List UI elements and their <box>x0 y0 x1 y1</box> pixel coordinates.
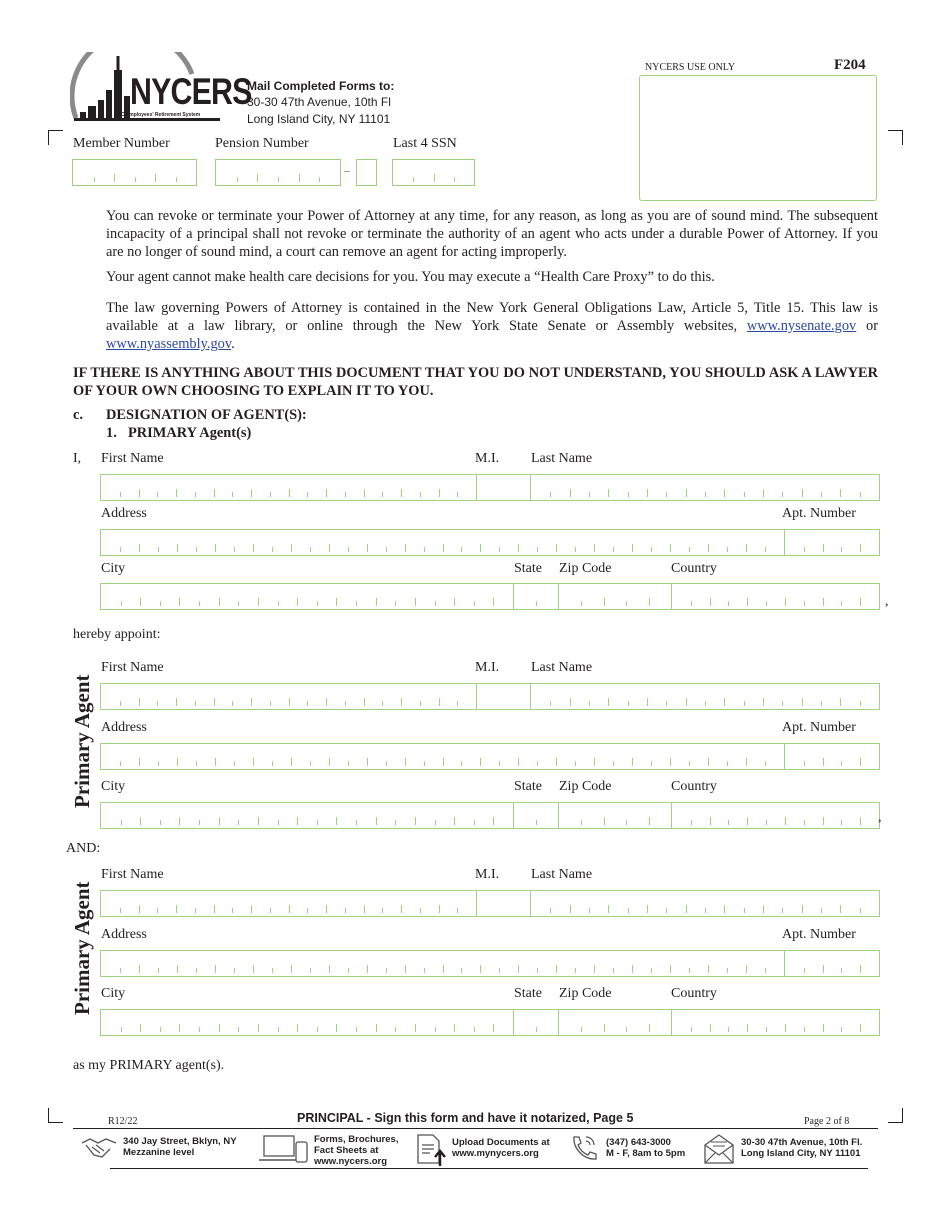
principal-address-input[interactable] <box>100 529 785 556</box>
comb-ticks <box>559 596 671 606</box>
footer-rule-top <box>73 1128 878 1129</box>
agent1-mi-label: M.I. <box>475 660 500 675</box>
comb-ticks <box>514 1022 558 1032</box>
section-letter: c. <box>73 407 83 423</box>
principal-state-input[interactable] <box>513 583 559 610</box>
agent2-state-input[interactable] <box>513 1009 559 1036</box>
comb-ticks <box>101 815 513 825</box>
principal-country-input[interactable] <box>671 583 880 610</box>
logo-wordmark: NYCERS <box>130 71 252 112</box>
footer-upload-line1: Upload Documents at <box>452 1137 550 1148</box>
mail-to-line2: Long Island City, NY 11101 <box>247 112 391 126</box>
footer-phone-line1: (347) 643-3000 <box>606 1137 671 1148</box>
comb-ticks <box>73 172 196 182</box>
comb-ticks <box>672 1022 879 1032</box>
comb-ticks <box>477 487 530 497</box>
principal-first-name-input[interactable] <box>100 474 477 501</box>
principal-mi-label: M.I. <box>475 451 500 466</box>
principal-address-label: Address <box>101 506 147 521</box>
comb-ticks <box>477 696 530 706</box>
comb-ticks <box>514 596 558 606</box>
principal-first-name-label: First Name <box>101 451 164 466</box>
comb-ticks <box>531 903 879 913</box>
logo-subtext: NYC Employees' Retirement System <box>114 112 201 118</box>
comb-ticks <box>101 542 784 552</box>
agent1-city-label: City <box>101 779 126 794</box>
nycers-logo <box>70 52 252 126</box>
agent1-country-label: Country <box>671 779 717 794</box>
last4-ssn-label: Last 4 SSN <box>393 136 457 151</box>
pension-dash: – <box>344 163 350 177</box>
principal-zip-label: Zip Code <box>559 561 612 576</box>
agent1-country-input[interactable] <box>671 802 880 829</box>
comb-ticks <box>101 487 476 497</box>
subsection-number: 1. <box>106 425 117 441</box>
nyassembly-link[interactable]: www.nyassembly.gov <box>106 336 232 352</box>
agent2-country-label: Country <box>671 986 717 1001</box>
principal-city-input[interactable] <box>100 583 514 610</box>
crop-mark-top-right <box>888 130 903 145</box>
agent1-state-input[interactable] <box>513 802 559 829</box>
comb-ticks <box>531 696 879 706</box>
agent2-mi-input[interactable] <box>476 890 531 917</box>
agent2-mi-label: M.I. <box>475 867 500 882</box>
principal-zip-input[interactable] <box>558 583 672 610</box>
agent1-first-name-input[interactable] <box>100 683 477 710</box>
and-text: AND: <box>66 841 101 856</box>
principal-last-name-input[interactable] <box>530 474 880 501</box>
revision-code: R12/22 <box>108 1116 138 1127</box>
agent1-apt-label: Apt. Number <box>782 720 856 735</box>
nysenate-link[interactable]: www.nysenate.gov <box>746 318 857 334</box>
principal-i-label: I, <box>73 451 82 466</box>
footer-forms-line3[interactable]: www.nycers.org <box>314 1156 388 1167</box>
agent1-address-input[interactable] <box>100 743 785 770</box>
handshake-icon <box>80 1133 118 1163</box>
comb-ticks <box>101 903 476 913</box>
comb-ticks <box>785 542 879 552</box>
principal-country-label: Country <box>671 561 717 576</box>
footer-phone-line2: M - F, 8am to 5pm <box>606 1148 686 1159</box>
agent2-zip-label: Zip Code <box>559 986 612 1001</box>
last4-ssn-input[interactable] <box>392 159 475 186</box>
hereby-appoint-text: hereby appoint: <box>73 627 161 642</box>
comb-ticks <box>559 1022 671 1032</box>
principal-city-label: City <box>101 561 126 576</box>
law-end: . <box>231 336 235 352</box>
agent1-apt-input[interactable] <box>784 743 880 770</box>
footer-forms-line2: Fact Sheets at <box>314 1145 379 1156</box>
principal-mi-input[interactable] <box>476 474 531 501</box>
agent2-country-input[interactable] <box>671 1009 880 1036</box>
law-text: The law governing Powers of Attorney is contained in the New York General Obligations Law, Article 5, Title 15. This law is available at a law library, or online through the New York State Senate or Assembly websites, <box>106 300 878 334</box>
comb-ticks <box>101 963 784 973</box>
agent2-state-label: State <box>514 986 542 1001</box>
mail-to-title: Mail Completed Forms to: <box>247 79 395 93</box>
revoke-paragraph: You can revoke or terminate your Power of Attorney at any time, for any reason, as long as you are of sound mind. The subsequent incapacity of a principal shall not revoke or terminate the authority of an agent who acts under a durable Power of Attorney. If you are no longer of sound mind, a court can remove an agent for acting improperly. <box>106 208 878 260</box>
footer-forms-line1: Forms, Brochures, <box>314 1134 399 1145</box>
comb-ticks <box>672 596 879 606</box>
comb-ticks <box>216 172 340 182</box>
health-care-paragraph: Your agent cannot make health care decisions for you. You may execute a “Health Care Proxy” to do this. <box>106 269 715 285</box>
principal-apt-label: Apt. Number <box>782 506 856 521</box>
closing-text: as my PRIMARY agent(s). <box>73 1058 225 1073</box>
devices-icon <box>258 1134 310 1164</box>
agent1-last-name-label: Last Name <box>531 660 593 675</box>
agent1-state-label: State <box>514 779 542 794</box>
principal-trailing-comma: , <box>885 594 889 609</box>
comb-ticks <box>785 963 879 973</box>
law-or: or <box>856 318 878 334</box>
agent1-side-label: Primary Agent <box>70 674 94 808</box>
agent2-zip-input[interactable] <box>558 1009 672 1036</box>
phone-icon <box>568 1133 600 1163</box>
nycers-use-only-box <box>639 75 877 201</box>
subsection-title: PRIMARY Agent(s) <box>128 425 252 441</box>
footer-rule-bottom <box>110 1168 868 1169</box>
agent2-apt-label: Apt. Number <box>782 927 856 942</box>
footer-mail-line1: 30-30 47th Avenue, 10th Fl. <box>741 1137 863 1148</box>
comb-ticks <box>101 1022 513 1032</box>
comb-ticks <box>785 756 879 766</box>
comb-ticks <box>672 815 879 825</box>
agent1-trailing-comma: , <box>878 810 882 825</box>
comb-ticks <box>357 172 376 182</box>
crop-mark-bottom-left <box>48 1108 63 1123</box>
agent2-first-name-label: First Name <box>101 867 164 882</box>
comb-ticks <box>393 172 474 182</box>
principal-state-label: State <box>514 561 542 576</box>
principal-apt-input[interactable] <box>784 529 880 556</box>
mail-envelope-icon <box>702 1133 736 1165</box>
agent1-city-input[interactable] <box>100 802 514 829</box>
comb-ticks <box>531 487 879 497</box>
comb-ticks <box>101 756 784 766</box>
footer-visit-line1: 340 Jay Street, Bklyn, NY <box>123 1136 237 1147</box>
member-number-input[interactable] <box>72 159 197 186</box>
agent1-last-name-input[interactable] <box>530 683 880 710</box>
pension-number-input[interactable] <box>215 159 341 186</box>
crop-mark-top-left <box>48 130 63 145</box>
pension-suffix-input[interactable] <box>356 159 377 186</box>
form-id: F204 <box>834 57 866 73</box>
agent2-address-input[interactable] <box>100 950 785 977</box>
agent2-side-label: Primary Agent <box>70 881 94 1015</box>
agent2-last-name-label: Last Name <box>531 867 593 882</box>
comb-ticks <box>101 696 476 706</box>
agent2-last-name-input[interactable] <box>530 890 880 917</box>
comb-ticks <box>477 903 530 913</box>
crop-mark-bottom-right <box>888 1108 903 1123</box>
agent1-zip-input[interactable] <box>558 802 672 829</box>
upload-document-icon <box>415 1133 449 1167</box>
section-title: DESIGNATION OF AGENT(S): <box>106 407 307 423</box>
comb-ticks <box>559 815 671 825</box>
agent2-city-input[interactable] <box>100 1009 514 1036</box>
footer-mail-line2: Long Island City, NY 11101 <box>741 1148 861 1159</box>
comb-ticks <box>101 596 513 606</box>
agent2-apt-input[interactable] <box>784 950 880 977</box>
use-only-label: NYCERS USE ONLY <box>645 62 736 73</box>
page-number: Page 2 of 8 <box>804 1116 850 1127</box>
warning-text: IF THERE IS ANYTHING ABOUT THIS DOCUMENT THAT YOU DO NOT UNDERSTAND, YOU SHOULD ASK A LAWYER OF YOUR OWN CHOOSING TO EXPLAIN IT TO YOU. <box>73 365 878 399</box>
law-paragraph <box>106 299 878 353</box>
mail-to-line1: 30-30 47th Avenue, 10th Fl <box>247 95 391 109</box>
footer-upload-line2[interactable]: www.mynycers.org <box>452 1148 539 1159</box>
pension-number-label: Pension Number <box>215 136 309 151</box>
footer-instruction: PRINCIPAL - Sign this form and have it notarized, Page 5 <box>297 1111 634 1125</box>
principal-last-name-label: Last Name <box>531 451 593 466</box>
agent1-first-name-label: First Name <box>101 660 164 675</box>
agent2-address-label: Address <box>101 927 147 942</box>
agent1-mi-input[interactable] <box>476 683 531 710</box>
agent2-first-name-input[interactable] <box>100 890 477 917</box>
agent1-zip-label: Zip Code <box>559 779 612 794</box>
member-number-label: Member Number <box>73 136 170 151</box>
agent1-address-label: Address <box>101 720 147 735</box>
footer-visit-line2: Mezzanine level <box>123 1147 195 1158</box>
comb-ticks <box>514 815 558 825</box>
agent2-city-label: City <box>101 986 126 1001</box>
